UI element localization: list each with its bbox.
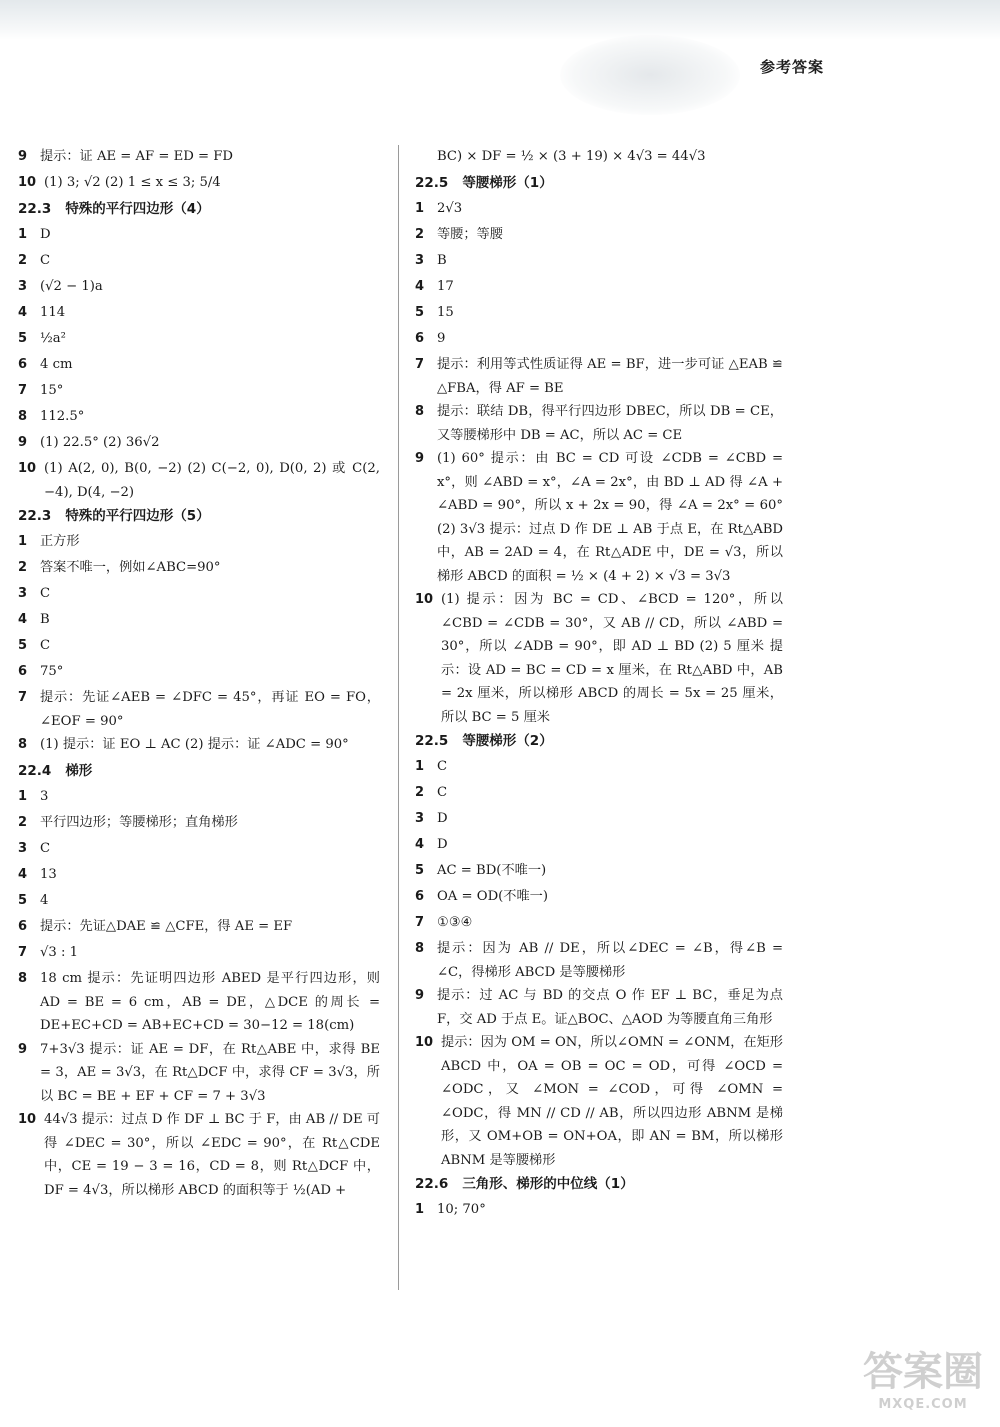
section-title: 特殊的平行四边形（5） — [65, 508, 210, 524]
answer-text: 3 — [40, 789, 49, 804]
answer-number: 5 — [18, 331, 28, 346]
answer-item — [415, 197, 783, 223]
answer-item — [18, 556, 380, 582]
section-number: 22.6 — [415, 1176, 449, 1192]
answer-number: 8 — [18, 409, 28, 424]
answer-text: √3 : 1 — [40, 945, 79, 960]
answer-text: 18 cm 提示：先证明四边形 ABED 是平行四边形，则 AD = BE = 6 cm，AB = DE，△DCE 的周长 = DE+EC+CD = AB+EC+CD = 30−12 = 18(cm) — [40, 971, 380, 1033]
answer-text: (1) 提示：因为 BC = CD、∠BCD = 120°，所以 ∠CBD = ∠CDB = 30°，又 AB // CD，所以 ∠ABD = 30°，所以 ∠ADB = 90°，即 AD ⊥ BD (2) 5 厘米 提示：设 AD = BC = CD = x 厘米，在 Rt△ABD 中，AB = 2x 厘米，所以梯形 ABCD 的周长 = 5x = 25 厘米，所以 BC = 5 厘米 — [441, 592, 783, 725]
answer-number: 8 — [415, 941, 425, 956]
answer-number: 9 — [415, 988, 425, 1003]
answer-item — [415, 1031, 783, 1172]
answer-number: 10 — [18, 1112, 37, 1127]
section-heading — [415, 729, 783, 755]
answer-text: 13 — [40, 867, 57, 882]
answer-text: B — [437, 253, 447, 268]
answer-number: 5 — [415, 305, 425, 320]
answer-number: 1 — [18, 227, 28, 242]
answer-number: 2 — [18, 253, 28, 268]
answer-text: 提示：联结 DB，得平行四边形 DBEC，所以 DB = CE，又等腰梯形中 DB = AC，所以 AC = CE — [437, 404, 783, 443]
answer-item — [18, 530, 380, 556]
answer-number: 5 — [18, 638, 28, 653]
answer-number: 1 — [18, 789, 28, 804]
answer-text: 114 — [40, 305, 66, 320]
site-watermark — [858, 1340, 988, 1420]
answer-number: 7 — [18, 383, 28, 398]
answer-text: (√2 − 1)a — [40, 279, 103, 294]
answer-item — [18, 275, 380, 301]
answer-text: 平行四边形；等腰梯形；直角梯形 — [40, 815, 238, 830]
answer-text: 提示：过 AC 与 BD 的交点 O 作 EF ⊥ BC，垂足为点 F，交 AD 于点 E。证△BOC、△AOD 为等腰直角三角形 — [437, 988, 783, 1027]
answer-number: 10 — [18, 175, 37, 190]
answer-item — [18, 785, 380, 811]
section-number: 22.5 — [415, 175, 449, 191]
section-heading — [415, 171, 783, 197]
answer-item — [415, 400, 783, 447]
answer-text: 4 cm — [40, 357, 73, 372]
section-heading — [18, 504, 380, 530]
answer-text: (1) A(2, 0), B(0, −2) (2) C(−2, 0), D(0, 2) 或 C(2, −4), D(4, −2) — [44, 461, 380, 500]
answer-item — [18, 660, 380, 686]
answer-text: C — [40, 253, 51, 268]
answer-text: D — [40, 227, 51, 242]
answer-text: 提示：先证∠AEB = ∠DFC = 45°，再证 EO = FO，∠EOF = 90° — [40, 690, 380, 729]
answer-text: 提示：利用等式性质证得 AE = BF，进一步可证 △EAB ≌ △FBA，得 AF = BE — [437, 357, 783, 396]
answer-text: 提示：先证△DAE ≌ △CFE，得 AE = EF — [40, 919, 293, 934]
answer-text: ½a² — [40, 331, 66, 346]
answer-text: C — [40, 586, 51, 601]
answer-item — [18, 327, 380, 353]
answer-text: (1) 3; √2 (2) 1 ≤ x ≤ 3; 5/4 — [44, 175, 221, 190]
answer-item — [415, 755, 783, 781]
answer-text: 4 — [40, 893, 49, 908]
answer-item — [18, 457, 380, 504]
answer-text: B — [40, 612, 50, 627]
header-ink-decoration — [560, 35, 740, 115]
answer-text: C — [437, 759, 448, 774]
answer-item — [415, 249, 783, 275]
answer-item — [415, 781, 783, 807]
answer-item — [18, 379, 380, 405]
answer-text: 提示：因为 OM = ON，所以∠OMN = ∠ONM，在矩形 ABCD 中，OA = OB = OC = OD，可得 ∠OCD = ∠ODC，又 ∠MON = ∠COD，可得 ∠OMN = ∠ODC，得 MN // CD // AB，所以四边形 ABNM 是梯形，又 OM+OB = ON+OA，即 AN = BM，所以梯形 ABNM 是等腰梯形 — [441, 1035, 783, 1168]
answer-number: 10 — [18, 461, 37, 476]
answer-number: 2 — [415, 785, 425, 800]
answer-number: 1 — [415, 759, 425, 774]
answer-text: OA = OD(不唯一) — [437, 889, 549, 904]
answer-number: 1 — [18, 534, 28, 549]
answer-item — [415, 984, 783, 1031]
answer-text: 17 — [437, 279, 454, 294]
answer-text: 答案不唯一，例如∠ABC=90° — [40, 560, 221, 575]
answer-item — [415, 885, 783, 911]
answer-number: 2 — [18, 560, 28, 575]
section-title: 等腰梯形（2） — [462, 733, 553, 749]
answer-text: 7+3√3 提示：证 AE = DF，在 Rt△ABE 中，求得 BE = 3，AE = 3√3，在 Rt△DCF 中，求得 CF = 3√3，所以 BC = BE + EF + CF = 7 + 3√3 — [40, 1041, 380, 1104]
section-title: 三角形、梯形的中位线（1） — [462, 1176, 634, 1192]
answer-number: 7 — [18, 945, 28, 960]
answer-text: 112.5° — [40, 409, 85, 424]
answer-text: (1) 提示：证 EO ⊥ AC (2) 提示：证 ∠ADC = 90° — [40, 737, 349, 752]
answer-item — [18, 431, 380, 457]
answer-item — [18, 837, 380, 863]
answer-number: 3 — [18, 279, 28, 294]
header-decoration — [0, 0, 1000, 40]
answer-item — [415, 275, 783, 301]
answer-number: 6 — [18, 919, 28, 934]
answer-number: 6 — [18, 357, 28, 372]
answer-item — [18, 582, 380, 608]
answer-item — [415, 353, 783, 400]
answer-number: 9 — [18, 435, 28, 450]
answer-number: 10 — [415, 592, 434, 607]
section-heading — [18, 197, 380, 223]
answer-number: 3 — [415, 253, 425, 268]
answer-number: 4 — [415, 837, 425, 852]
answer-number: 4 — [415, 279, 425, 294]
answer-number: 3 — [18, 586, 28, 601]
answer-text: 75° — [40, 664, 64, 679]
answer-number: 8 — [18, 971, 28, 986]
section-number: 22.3 — [18, 508, 52, 524]
answer-text: C — [437, 785, 448, 800]
answer-number: 4 — [18, 305, 28, 320]
section-title: 等腰梯形（1） — [462, 175, 553, 191]
answer-item — [18, 1038, 380, 1109]
section-title: 特殊的平行四边形（4） — [65, 201, 210, 217]
answer-item — [18, 1108, 380, 1202]
answer-text: 正方形 — [40, 534, 80, 549]
answer-number: 6 — [415, 889, 425, 904]
answer-text: AC = BD(不唯一) — [437, 863, 547, 878]
answer-number: 7 — [18, 690, 28, 705]
answer-item — [415, 911, 783, 937]
answer-item — [18, 249, 380, 275]
answer-number: 4 — [18, 612, 28, 627]
answer-number: 4 — [18, 867, 28, 882]
answer-number: 5 — [18, 893, 28, 908]
answer-continuation — [415, 145, 783, 171]
answer-item — [18, 608, 380, 634]
answer-text: 2√3 — [437, 201, 463, 216]
answer-text: ①③④ — [437, 915, 473, 930]
answer-text: 15 — [437, 305, 454, 320]
answer-number: 9 — [18, 1041, 28, 1057]
answer-number: 6 — [415, 331, 425, 346]
answer-number: 5 — [415, 863, 425, 878]
watermark-logo-text: 答案圈 — [863, 1349, 983, 1395]
answer-number: 1 — [415, 201, 425, 216]
answer-item — [18, 941, 380, 967]
answer-number: 2 — [18, 815, 28, 830]
answer-item — [18, 889, 380, 915]
answer-item — [18, 863, 380, 889]
answer-item — [415, 588, 783, 729]
answer-text: 等腰；等腰 — [437, 227, 503, 242]
answer-item — [18, 301, 380, 327]
answer-item — [18, 686, 380, 733]
answer-number: 9 — [415, 451, 425, 466]
answer-item — [18, 811, 380, 837]
answer-number: 9 — [18, 149, 28, 164]
answer-text: C — [40, 841, 51, 856]
answer-text: (1) 22.5° (2) 36√2 — [40, 435, 160, 450]
answer-text: 15° — [40, 383, 64, 398]
answer-text: C — [40, 638, 51, 653]
answer-text: 9 — [437, 331, 446, 346]
answer-item — [18, 915, 380, 941]
answer-number: 7 — [415, 915, 425, 930]
answer-item — [415, 447, 783, 588]
answer-item — [18, 353, 380, 379]
column-divider — [398, 145, 399, 1290]
answer-number: 10 — [415, 1035, 434, 1050]
watermark-url: MXQE.COM — [878, 1397, 968, 1412]
answer-item — [18, 171, 380, 197]
answer-text: D — [437, 837, 448, 852]
answer-item — [415, 807, 783, 833]
answer-text: D — [437, 811, 448, 826]
answer-item — [415, 1198, 783, 1224]
answer-item — [18, 733, 380, 759]
answer-item — [18, 634, 380, 660]
answer-item — [18, 405, 380, 431]
section-heading — [18, 759, 380, 785]
section-heading — [415, 1172, 783, 1198]
answer-number: 8 — [415, 404, 425, 419]
section-number: 22.3 — [18, 201, 52, 217]
answer-item — [18, 223, 380, 249]
answer-item — [415, 301, 783, 327]
page-title: 参考答案 — [760, 58, 825, 76]
answer-item — [415, 937, 783, 984]
answer-number: 2 — [415, 227, 425, 242]
left-column — [18, 145, 380, 1202]
right-column — [415, 145, 783, 1224]
section-number: 22.5 — [415, 733, 449, 749]
answer-number: 3 — [18, 841, 28, 856]
answer-number: 3 — [415, 811, 425, 826]
answer-text: (1) 60° 提示：由 BC = CD 可设 ∠CDB = ∠CBD = x°，则 ∠ABD = x°，∠A = 2x°，由 BD ⊥ AD 得 ∠A + ∠ABD = 90°，所以 x + 2x = 90，得 ∠A = 2x° = 60° (2) 3√3 提示：过点 D 作 DE ⊥ AB 于点 E，在 Rt△ABD 中，AB = 2AD = 4，在 Rt△ADE 中，DE = √3，所以梯形 ABCD 的面积 = ½ × (4 + 2) × √3 = 3√3 — [437, 451, 783, 584]
answer-number: 7 — [415, 357, 425, 372]
answer-text: 10; 70° — [437, 1202, 486, 1217]
answer-item — [18, 967, 380, 1038]
answer-number: 1 — [415, 1202, 425, 1217]
answer-number: 8 — [18, 737, 28, 752]
answer-text: 提示：因为 AB // DE，所以∠DEC = ∠B，得∠B = ∠C，得梯形 ABCD 是等腰梯形 — [437, 941, 783, 980]
answer-item — [415, 223, 783, 249]
answer-item — [415, 859, 783, 885]
answer-text: 44√3 提示：过点 D 作 DF ⊥ BC 于 F，由 AB // DE 可得 ∠DEC = 30°，所以 ∠EDC = 90°，在 Rt△CDE 中，CE = 19 − 3 = 16，CD = 8，则 Rt△DCF 中，DF = 4√3，所以梯形 ABCD 的面积等于 ½(AD + — [44, 1112, 380, 1198]
answer-text: BC) × DF = ½ × (3 + 19) × 4√3 = 44√3 — [437, 149, 706, 164]
section-number: 22.4 — [18, 763, 52, 779]
answer-item — [415, 327, 783, 353]
answer-item — [415, 833, 783, 859]
answer-item — [18, 145, 380, 171]
section-title: 梯形 — [65, 763, 93, 779]
answer-number: 6 — [18, 664, 28, 679]
answer-text: 提示：证 AE = AF = ED = FD — [40, 149, 233, 164]
